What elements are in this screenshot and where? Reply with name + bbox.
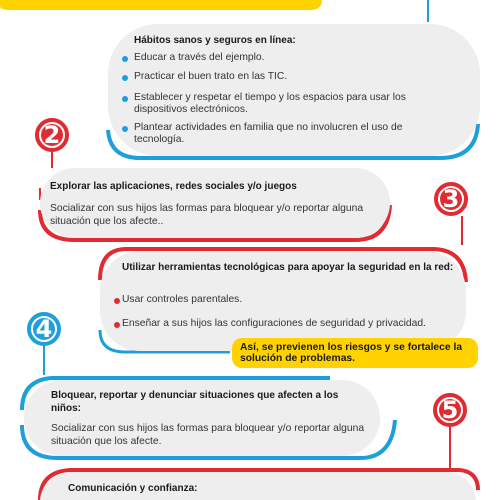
step-number-badge-2 [35,118,69,152]
section-title: Hábitos sanos y seguros en línea: [134,35,296,46]
section-text: Socializar con sus hijos las formas para bloquear y/o reportar alguna situación que los afecte. [51,423,365,447]
bullet-dot [122,56,128,62]
callout-note: Así, se previenen los riesgos y se fortalece la solución de problemas. [232,338,478,368]
bullet-item: Enseñar a sus hijos las configuraciones de seguridad y privacidad. [122,318,426,329]
section-title: Utilizar herramientas tecnológicas para apoyar la seguridad en la red: [122,262,454,273]
step-number-badge-4 [27,312,61,346]
top-yellow-bar [0,0,322,10]
bullet-dot [122,126,128,132]
section-title: Explorar las aplicaciones, redes sociales y/o juegos [50,181,297,192]
step-number: 3 [442,185,460,213]
step-number: 4 [35,315,53,343]
bullet-dot [122,96,128,102]
bullet-item: Plantear actividades en familia que no involucren el uso de tecnología. [134,122,403,145]
bullet-dot [114,322,120,328]
step-number-badge-3 [434,182,468,216]
section-title: Bloquear, reportar y denunciar situaciones que afecten a los niños: [51,390,339,414]
bullet-item: Educar a través del ejemplo. [134,52,265,63]
step-number: 2 [43,121,61,149]
bullet-item: Usar controles parentales. [122,294,243,305]
bullet-dot [114,298,120,304]
bullet-dot [122,75,128,81]
step-number: 5 [441,396,459,424]
section-text: Socializar con sus hijos las formas para bloquear y/o reportar alguna situación que los afecte.. [50,203,364,227]
section-title: Comunicación y confianza: [68,483,198,494]
bullet-item: Establecer y respetar el tiempo y los espacios para usar los dispositivos electrónicos. [134,92,406,115]
step-number-badge-5 [433,393,467,427]
bullet-item: Practicar el buen trato en las TIC. [134,71,288,82]
